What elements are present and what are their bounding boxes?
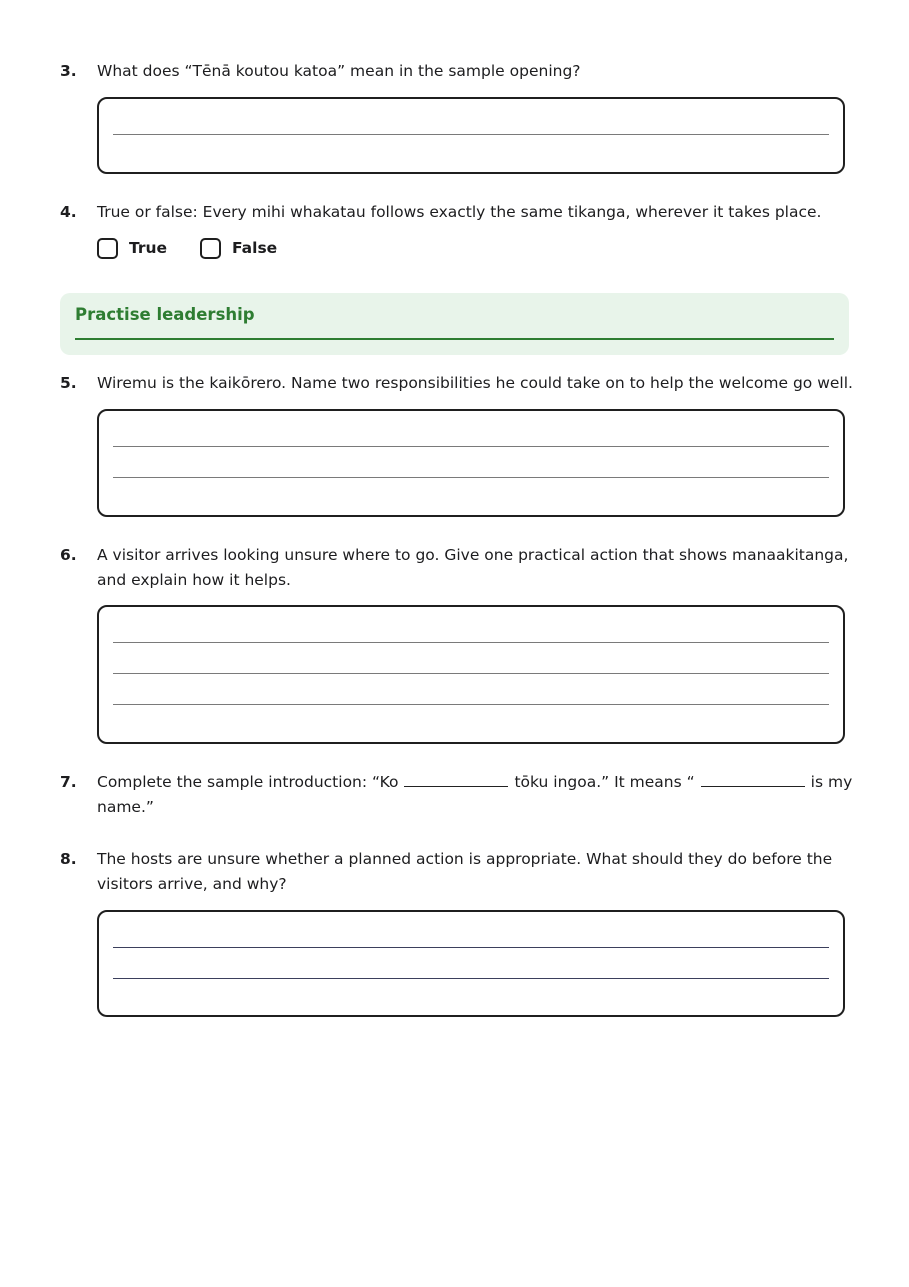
answer-line <box>113 642 829 643</box>
question-8 <box>60 847 855 897</box>
answer-box-8[interactable] <box>97 910 845 1017</box>
question-text-part-2: tōku ingoa.” It means “ <box>514 773 695 791</box>
question-number: 4. <box>60 203 77 221</box>
answer-box-3[interactable] <box>97 97 845 174</box>
question-7 <box>60 770 855 820</box>
section-underline <box>75 338 834 340</box>
question-5 <box>60 371 855 396</box>
question-text: What does “Tēnā koutou katoa” mean in the sample opening? <box>97 62 581 80</box>
question-text <box>97 770 855 820</box>
section-title: Practise leadership <box>75 305 255 324</box>
answer-line <box>113 947 829 948</box>
answer-box-5[interactable] <box>97 409 845 517</box>
false-option[interactable] <box>200 235 277 261</box>
question-text: A visitor arrives looking unsure where to go. Give one practical action that shows manaakitanga, and explain how it helps. <box>97 546 849 589</box>
section-header <box>60 293 849 355</box>
answer-line <box>113 446 829 447</box>
question-number: 7. <box>60 773 77 791</box>
answer-box-6[interactable] <box>97 605 845 744</box>
answer-line <box>113 673 829 674</box>
question-text: Wiremu is the kaikōrero. Name two responsibilities he could take on to help the welcome go well. <box>97 374 853 392</box>
question-number: 3. <box>60 62 77 80</box>
answer-line <box>113 477 829 478</box>
question-text: The hosts are unsure whether a planned action is appropriate. What should they do before the visitors arrive, and why? <box>97 850 833 893</box>
true-label: True <box>129 239 168 257</box>
true-option[interactable] <box>97 235 167 261</box>
false-checkbox[interactable] <box>200 238 221 259</box>
question-text-part-1: Complete the sample introduction: “Ko <box>97 773 399 791</box>
question-6 <box>60 543 855 593</box>
question-number: 6. <box>60 546 77 564</box>
false-label: False <box>232 239 278 257</box>
question-4 <box>60 200 855 225</box>
true-checkbox[interactable] <box>97 238 118 259</box>
answer-line <box>113 978 829 979</box>
answer-line <box>113 704 829 705</box>
question-number: 8. <box>60 850 77 868</box>
fill-in-blank-meaning[interactable] <box>701 770 805 787</box>
question-text-part-3: is my name.” <box>97 773 853 816</box>
question-text: True or false: Every mihi whakatau follows exactly the same tikanga, wherever it takes place. <box>97 203 822 221</box>
question-3 <box>60 59 855 84</box>
answer-line <box>113 134 829 135</box>
question-number: 5. <box>60 374 77 392</box>
fill-in-blank-name[interactable] <box>404 770 508 787</box>
